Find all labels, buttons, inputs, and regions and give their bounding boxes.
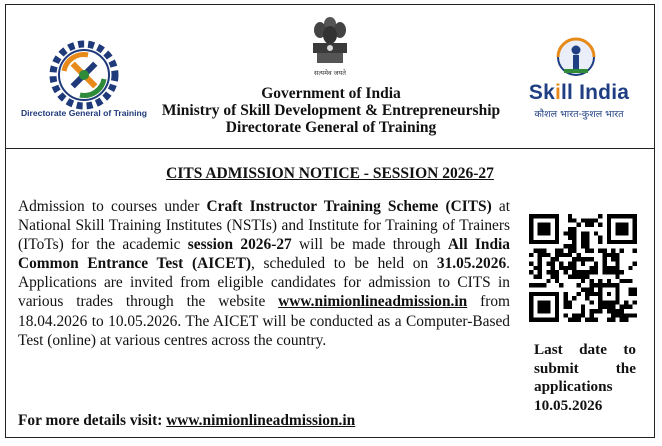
last-date-label: Last date to submit the applications bbox=[534, 341, 636, 396]
notice-frame bbox=[5, 4, 655, 438]
more-details-line: For more details visit: www.nimionlineadmission.in bbox=[18, 412, 356, 429]
national-emblem-icon bbox=[307, 15, 353, 81]
details-website-link[interactable]: www.nimionlineadmission.in bbox=[166, 412, 356, 429]
government-heading bbox=[156, 85, 506, 136]
skill-india-wordmark: Skill India bbox=[528, 81, 630, 104]
dgt-logo-caption: Directorate General of Training bbox=[20, 108, 148, 118]
header bbox=[6, 5, 654, 149]
notice-title: CITS ADMISSION NOTICE - SESSION 2026-27 bbox=[166, 165, 494, 182]
skill-india-emblem-icon bbox=[546, 35, 606, 81]
notice-paragraph: Admission to courses under Craft Instructor Training Scheme (CITS) at National Skill Training Institutes (NSTIs) and Institute for Training of Trainers (IToTs) for the academic session 2026-27 will be made through All India Common Entrance Test (AICET), scheduled to be held on 31.05.2026. Applications are invited from eligible candidates for admission to CITS in various trades through the website www.nimionlineadmission.in from 18.04.2026 to 10.05.2026. The AICET will be conducted as a Computer-Based Test (online) at various centres across the country. bbox=[18, 198, 511, 349]
gov-line-2: Ministry of Skill Development & Entrepreneurship bbox=[161, 102, 501, 119]
last-date-value: 10.05.2026 bbox=[534, 396, 603, 414]
gov-line-3: Directorate General of Training bbox=[225, 119, 437, 136]
website-link[interactable]: www.nimionlineadmission.in bbox=[278, 293, 468, 311]
qr-code-icon[interactable] bbox=[529, 214, 637, 322]
emblem-motto: सत्यमेव जयते bbox=[314, 69, 346, 77]
gov-line-1: Government of India bbox=[261, 85, 401, 102]
last-date-box bbox=[534, 341, 636, 415]
skill-india-tagline: कौशल भारत-कुशल भारत bbox=[534, 109, 624, 120]
dgt-gear-logo-icon bbox=[16, 33, 152, 133]
